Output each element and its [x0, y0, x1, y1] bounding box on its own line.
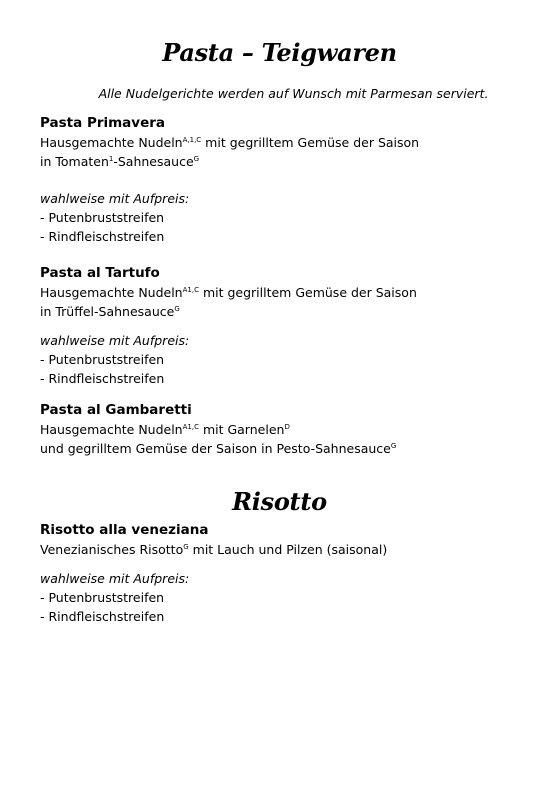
extra-item: - Rindfleischstreifen	[40, 229, 165, 244]
extras-label: wahlweise mit Aufpreis:	[40, 333, 190, 348]
allergen-code: A,1,C	[182, 136, 202, 144]
description-text: Venezianisches Risotto	[40, 542, 184, 557]
dish-name: Pasta Primavera	[40, 115, 166, 131]
dish-description-line	[40, 133, 540, 152]
description-text: -Sahnesauce	[113, 154, 194, 169]
description-text: Hausgemachte Nudeln	[40, 135, 183, 150]
allergen-code: 1	[108, 155, 114, 163]
description-text: mit gegrilltem Gemüse der Saison	[198, 285, 417, 300]
extras-label: wahlweise mit Aufpreis:	[40, 571, 190, 586]
parmesan-note: Alle Nudelgerichte werden auf Wunsch mit Parmesan serviert.	[98, 86, 489, 101]
allergen-code: G	[174, 305, 180, 313]
allergen-code: G	[390, 442, 397, 450]
extra-item: - Putenbruststreifen	[40, 590, 165, 605]
extra-item: - Putenbruststreifen	[40, 352, 165, 367]
allergen-code: G	[183, 543, 189, 551]
extra-item: - Rindfleischstreifen	[40, 609, 165, 624]
dish-description-line	[40, 439, 540, 458]
description-text: mit Garnelen	[198, 422, 285, 437]
extra-item: - Putenbruststreifen	[40, 210, 165, 225]
description-text: in Trüffel-Sahnesauce	[40, 304, 175, 319]
allergen-code: A1,C	[182, 286, 199, 294]
risotto-section-title: Risotto	[232, 487, 327, 516]
dish-pasta-primavera	[40, 113, 540, 246]
dish-description-line	[40, 283, 540, 302]
dish-pasta-al-tartufo	[40, 263, 540, 388]
dish-name: Pasta al Gambaretti	[40, 402, 192, 418]
dish-description-line	[40, 152, 540, 171]
description-text: Hausgemachte Nudeln	[40, 285, 183, 300]
extras-label: wahlweise mit Aufpreis:	[40, 191, 190, 206]
description-text: Hausgemachte Nudeln	[40, 422, 183, 437]
dish-description-line	[40, 540, 540, 559]
dish-name: Pasta al Tartufo	[40, 265, 160, 281]
extra-item: - Rindfleischstreifen	[40, 371, 165, 386]
description-text: mit Lauch und Pilzen (saisonal)	[188, 542, 388, 557]
dish-pasta-al-gambaretti	[40, 400, 540, 458]
dish-risotto-alla-veneziana	[40, 520, 540, 626]
allergen-code: D	[284, 423, 290, 431]
dish-name: Risotto alla veneziana	[40, 522, 209, 538]
allergen-code: G	[193, 155, 200, 163]
description-text: mit gegrilltem Gemüse der Saison	[201, 135, 420, 150]
allergen-code: A1,C	[182, 423, 199, 431]
description-text: und gegrilltem Gemüse der Saison in Pesto-Sahnesauce	[40, 441, 391, 456]
description-text: in Tomaten	[40, 154, 109, 169]
dish-description-line	[40, 420, 540, 439]
dish-description-line	[40, 302, 540, 321]
pasta-section-title: Pasta – Teigwaren	[162, 38, 397, 67]
